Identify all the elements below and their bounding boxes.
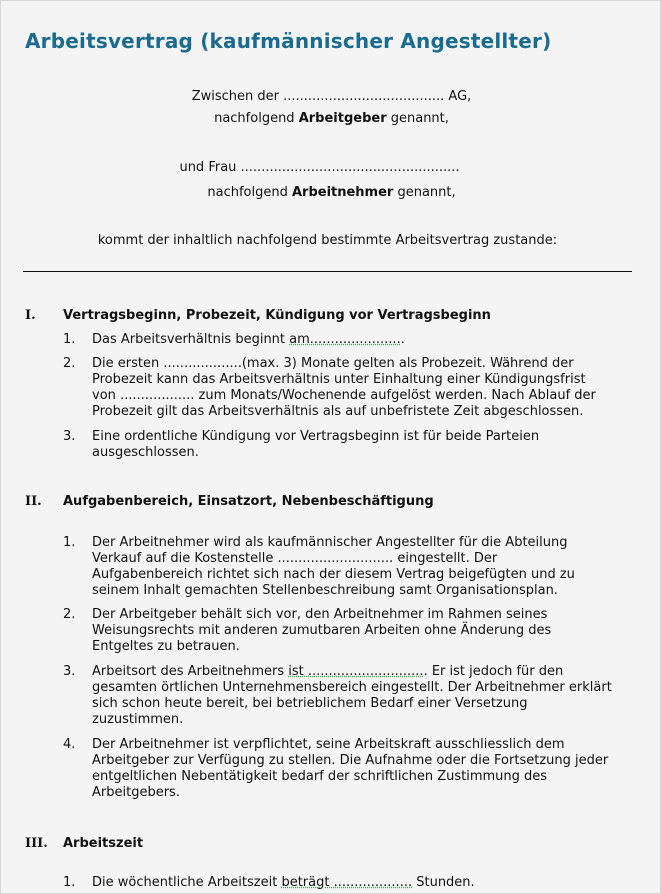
item-line: Der Arbeitgeber behält sich vor, den Arbeitnehmer im Rahmen seines	[92, 607, 548, 622]
item-line: zuzustimmen.	[92, 712, 184, 727]
item-text: Die wöchentliche Arbeitszeit	[92, 875, 282, 890]
item-line: ausgeschlossen.	[92, 445, 199, 460]
item-text: Arbeitsort des Arbeitnehmers	[92, 664, 289, 679]
item-line: Arbeitgeber zur Verfügung zu stellen. Die Aufnahme oder die Fortsetzung jeder	[92, 753, 609, 768]
fill-in-blank: beträgt ...................	[281, 875, 413, 890]
fill-in-blank: am......................	[289, 332, 401, 347]
employer-role-prefix: nachfolgend	[214, 111, 299, 126]
employee-role-suffix: genannt,	[393, 185, 456, 200]
item-text: Das Arbeitsverhältnis beginnt	[92, 332, 290, 347]
item-line: Probezeit kann das Arbeitsverhältnis unter Einhaltung einer Kündigungsfrist	[92, 372, 586, 387]
employer-role-suffix: genannt,	[386, 111, 449, 126]
employee-role-prefix: nachfolgend	[207, 185, 292, 200]
item-line: seinem Inhalt gemachten Stellenbeschreibung samt Organisationsplan.	[92, 583, 558, 598]
employer-role-line	[1, 111, 661, 126]
section-number: II.	[25, 494, 42, 509]
item-number: 1.	[63, 875, 76, 890]
item-number: 2.	[63, 356, 76, 371]
item-number: 3.	[63, 429, 76, 444]
section-title: Aufgabenbereich, Einsatzort, Nebenbeschäftigung	[63, 494, 434, 509]
item-number: 2.	[63, 607, 76, 622]
section-number: I.	[25, 308, 36, 323]
fill-in-blank: ist ............................	[288, 664, 424, 679]
employer-role-term: Arbeitgeber	[298, 111, 387, 126]
employee-role-term: Arbeitnehmer	[291, 185, 394, 200]
item-line: Die ersten ...................(max. 3) Monate gelten als Probezeit. Während der	[92, 356, 574, 371]
section-title: Vertragsbeginn, Probezeit, Kündigung vor Vertragsbeginn	[63, 308, 491, 323]
item-line: Entgeltes zu betrauen.	[92, 639, 240, 654]
item-text-end: .	[400, 332, 405, 347]
item-line: entgeltlichen Nebentätigkeit bedarf der schriftlichen Zustimmung des	[92, 769, 548, 784]
item-number: 1.	[63, 535, 76, 550]
employee-role-line	[1, 185, 661, 200]
item-line: sich schon heute bereit, bei betrieblichem Bedarf einer Versetzung	[92, 696, 528, 711]
item-line: Probezeit gilt das Arbeitsverhältnis als auf unbefristete Zeit abgeschlossen.	[92, 404, 584, 419]
item-line: gesamten örtlichen Unternehmensbereich eingestellt. Der Arbeitnehmer erklärt	[92, 680, 612, 695]
item-line: Eine ordentliche Kündigung vor Vertragsbeginn ist für beide Parteien	[92, 429, 540, 444]
item-number: 4.	[63, 737, 76, 752]
item-text-end: Stunden.	[412, 875, 475, 890]
item-number: 3.	[63, 664, 76, 679]
item-line: Der Arbeitnehmer wird als kaufmännischer Angestellter für die Abteilung	[92, 535, 568, 550]
item-line: Aufgabenbereich richtet sich nach der diesem Vertrag beigefügten und zu	[92, 567, 575, 582]
divider	[23, 271, 632, 272]
section-number: III.	[25, 836, 48, 851]
item-text-end: . Er ist jedoch für den	[423, 664, 564, 679]
item-line: Arbeitgebers.	[92, 785, 180, 800]
item-line: Der Arbeitnehmer ist verpflichtet, seine Arbeitskraft ausschliesslich dem	[92, 737, 565, 752]
item-line: Verkauf auf die Kostenstelle ............................ eingestellt. Der	[92, 551, 498, 566]
employer-line: Zwischen der ....................................... AG,	[191, 89, 472, 104]
item-line: von .................. zum Monats/Wochenende aufgelöst werden. Nach Ablauf der	[92, 388, 596, 403]
conclusion-line: kommt der inhaltlich nachfolgend bestimmte Arbeitsvertrag zustande:	[97, 233, 558, 248]
document-title: Arbeitsvertrag (kaufmännischer Angestellter)	[25, 29, 552, 53]
section-title: Arbeitszeit	[63, 836, 144, 851]
employee-line: und Frau .....................................................	[179, 160, 460, 175]
item-number: 1.	[63, 332, 76, 347]
item-line: Weisungsrechts mit anderen zumutbaren Arbeiten ohne Änderung des	[92, 623, 552, 638]
